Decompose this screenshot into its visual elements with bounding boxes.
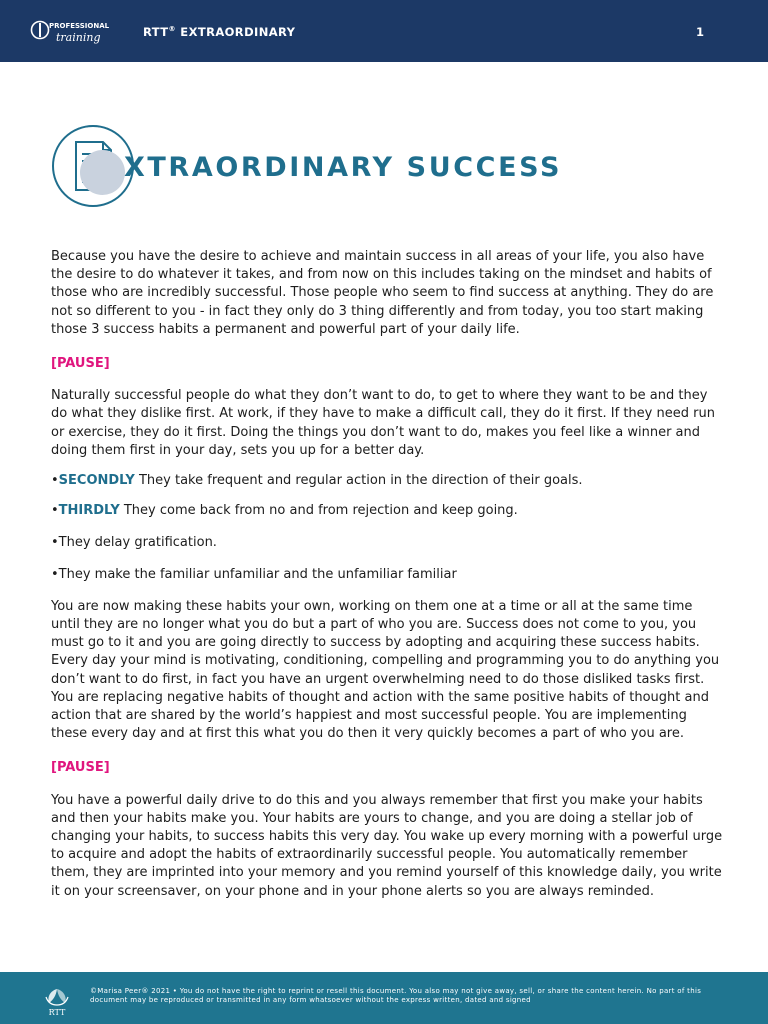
bullet-secondly: •SECONDLY They take frequent and regular action in the direction of their goals. [51, 473, 583, 489]
header-title: RTT® EXTRAORDINARY [143, 25, 296, 39]
paragraph-intro: Because you have the desire to achieve and maintain success in all areas of your life, you also have the desire to do whatever it takes, and from now on this includes taking on the mindset and habits of those who are incredibly successful. Those people who seem to find success at anything. They do are not so different to you - in fact they only do 3 thing differently and from today, you too start making those 3 success habits a permanent and powerful part of your daily life. [51, 249, 714, 337]
rtt-logo [40, 985, 74, 1017]
paragraph-making-habits: You are now making these habits your own, working on them one at a time or all at the same time until they are no longer what you do but a part of who you are. Success does not come to you, you must go to it and you are going directly to success by adopting and acquiring these success habits. Every day your mind is motivating, conditioning, compelling and programming you to do anything you don’t want to do first, in fact you have an urgent overwhelming need to do those disliked tasks first. You are replacing negative habits of thought and action with the same positive habits of thought and action that are shared by the world’s happiest and most successful people. You are implementing these every day and at first this what you do then it very quickly becomes a part of who you are. [51, 598, 720, 742]
logo-training-text: training [56, 31, 101, 44]
page-footer [0, 972, 768, 1024]
rtt-logo-text: RTT [48, 1008, 66, 1017]
professional-training-logo [30, 17, 130, 47]
keyword-secondly: SECONDLY [58, 473, 135, 489]
paragraph-natural-success: Naturally successful people do what they don’t want to do, to get to where they want to be and they do what they dislike first. At work, if they have to make a difficult call, they do it first. If they need run or exercise, they do it first. Doing the things you don’t want to do, makes you feel like a winner and doing them first in your day, sets you up for a better day. [51, 388, 715, 458]
bullet-familiar-unfamiliar: •They make the familiar unfamiliar and the unfamiliar familiar [51, 566, 457, 582]
paragraph-daily-drive: You have a powerful daily drive to do this and you always remember that first you make your habits and then your habits make you. Your habits are yours to change, and you are doing a stellar job of changing your habits, to success habits this very day. You wake up every morning with a powerful urge to acquire and adopt the habits of extraordinarily successful people. You automatically remember them, they are imprinted into your memory and you remind yourself of this knowledge daily, you write it on your screensaver, on your phone and in your phone alerts so you are always reminded. [51, 792, 723, 899]
document-body [51, 248, 723, 901]
bullet-thirdly: •THIRDLY They come back from no and from rejection and keep going. [51, 503, 518, 519]
page-number: 1 [696, 25, 705, 39]
logo-professional-text: PROFESSIONAL [49, 22, 110, 30]
grey-circle-overlay [80, 150, 125, 195]
keyword-thirdly: THIRDLY [58, 503, 120, 519]
pause-marker: [PAUSE] [51, 760, 110, 776]
pause-marker: [PAUSE] [51, 356, 110, 372]
bullet-delay-gratification: •They delay gratification. [51, 535, 217, 551]
document-title: XTRAORDINARY SUCCESS [124, 152, 563, 183]
page-header [0, 0, 768, 62]
copyright-notice: ©Marisa Peer® 2021 • You do not have the right to reprint or resell this document. You also may not give away, sell, or share the content herein. No part of this document may be reproduced or transmitted in any form whatsoever without the express written, dated and signed [90, 987, 702, 1004]
